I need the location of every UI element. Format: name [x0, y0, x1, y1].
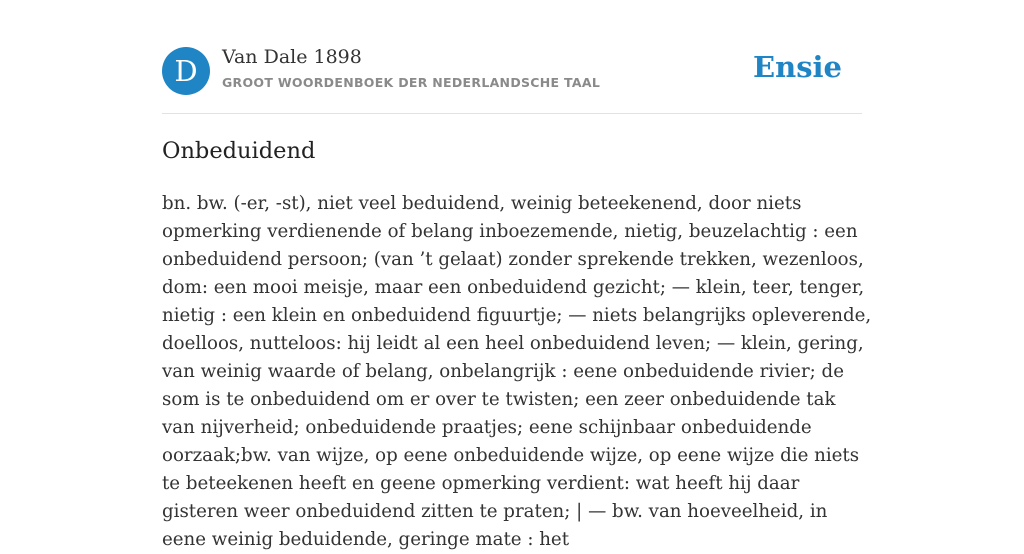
dictionary-subtitle: GROOT WOORDENBOEK DER NEDERLANDSCHE TAAL [222, 75, 601, 90]
dictionary-logo[interactable]: D [162, 47, 210, 95]
brand-logo[interactable]: Ensie [753, 50, 842, 84]
header-divider [162, 113, 862, 114]
dictionary-title[interactable]: Van Dale 1898 [222, 46, 362, 68]
header [162, 46, 862, 96]
entry-definition: bn. bw. (-er, -st), niet veel beduidend, weinig beteekenend, door niets opmerking verdienende of belang inboezemende, nietig, beuzelachtig : een onbeduidend persoon; (van ’t gelaat) zonder sprekende trekken, wezenloos, dom: een mooi meisje, maar een onbeduidend gezicht; — klein, teer, tenger, nietig : een klein en onbeduidend figuurtje; — niets belangrijks opleverende, doelloos, nutteloos: hij leidt al een heel onbeduidend leven; — klein, gering, van weinig waarde of belang, onbelangrijk : eene onbeduidende rivier; de som is te onbeduidend om er over te twisten; een zeer onbeduidende tak van nijverheid; onbeduidende praatjes; eene schijnbaar onbeduidende oorzaak;bw. van wijze, op eene onbeduidende wijze, op eene wijze die niets te beteekenen heeft en geene opmerking verdient: wat heeft hij daar gisteren weer onbeduidend zitten te praten; | — bw. van hoeveelheid, in eene weinig beduidende, geringe mate : het [162, 193, 872, 550]
entry-headword: Onbeduidend [162, 138, 316, 164]
